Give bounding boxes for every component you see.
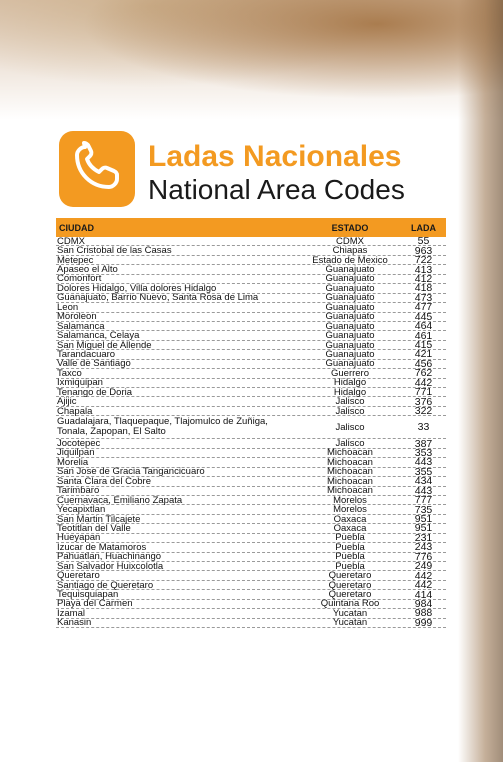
code-cell: 322	[414, 405, 433, 418]
city-cell: Cuernavaca, Emiliano Zapata	[57, 495, 183, 505]
city-cell: Pahuatlan, Huachinango	[57, 552, 162, 562]
city-cell: San Jose de Gracia Tangancicuaro	[57, 467, 205, 477]
table-header	[56, 218, 446, 237]
code-cell: 477	[414, 301, 433, 314]
code-cell: 376	[414, 395, 433, 408]
state-cell: Estado de Mexico	[312, 254, 388, 266]
city-cell: Salamanca	[57, 321, 105, 331]
state-cell: Guanajuato	[325, 273, 375, 285]
state-cell: Guanajuato	[325, 320, 375, 332]
code-cell: 231	[414, 531, 433, 544]
state-cell: Morelos	[333, 494, 367, 506]
city-cell: Valle de Santiago	[57, 359, 131, 369]
state-cell: Guanajuato	[325, 348, 375, 360]
code-cell: 442	[414, 579, 433, 592]
column-header-code: LADA	[411, 222, 436, 233]
state-cell: Guanajuato	[325, 330, 375, 342]
city-cell: Teotitlan del Valle	[57, 523, 131, 533]
state-cell: Jalisco	[335, 438, 365, 450]
code-cell: 418	[414, 282, 433, 295]
code-cell: 762	[414, 367, 433, 380]
phone-logo	[59, 131, 135, 207]
state-cell: Oaxaca	[333, 513, 367, 525]
state-cell: Jalisco	[335, 405, 365, 417]
city-cell: Tarimbaro	[57, 486, 100, 496]
state-cell: Guanajuato	[325, 311, 375, 323]
code-cell: 443	[414, 456, 433, 469]
phone-icon	[71, 141, 123, 198]
city-cell: Ajijic	[57, 397, 77, 407]
city-cell: Morelia	[57, 457, 89, 467]
city-cell: Tarandacuaro	[57, 349, 116, 359]
state-cell: Guanajuato	[325, 282, 375, 294]
state-cell: Yucatan	[332, 617, 368, 629]
code-cell: 951	[414, 513, 433, 526]
code-cell: 421	[414, 348, 433, 361]
code-cell: 249	[414, 560, 433, 573]
page-subtitle: National Area Codes	[148, 174, 405, 205]
state-cell: Jalisco	[335, 396, 365, 408]
city-cell: Kanasin	[57, 618, 92, 628]
code-cell: 445	[414, 310, 433, 323]
state-cell: Chiapas	[332, 245, 368, 257]
code-cell: 999	[414, 616, 433, 629]
city-cell: Izamal	[57, 608, 85, 618]
state-cell: Queretaro	[328, 579, 372, 591]
code-cell: 735	[414, 503, 433, 516]
city-cell: San Martin Tilcajete	[57, 514, 141, 524]
column-header-state: ESTADO	[331, 222, 369, 233]
code-cell: 984	[414, 597, 433, 610]
code-cell: 412	[414, 272, 433, 285]
city-cell: Tenango de Doria	[57, 387, 132, 397]
state-cell: CDMX	[336, 235, 364, 247]
state-cell: Oaxaca	[333, 522, 367, 534]
decorative-banner-photo	[0, 0, 503, 120]
city-cell: Metepec	[57, 255, 94, 265]
code-cell: 387	[414, 437, 433, 450]
code-cell: 776	[414, 550, 433, 563]
code-cell: 413	[414, 263, 433, 276]
city-cell: San Salvador Huixcolotla	[57, 561, 164, 571]
code-cell: 415	[414, 339, 433, 352]
state-cell: Guanajuato	[325, 292, 375, 304]
code-cell: 353	[414, 446, 433, 459]
code-cell: 963	[414, 244, 433, 257]
state-cell: Morelos	[333, 504, 367, 516]
city-cell: Taxco	[57, 368, 82, 378]
city-cell: Queretaro	[57, 571, 100, 581]
code-cell: 988	[414, 607, 433, 620]
state-cell: Guanajuato	[325, 264, 375, 276]
code-cell: 461	[414, 329, 433, 342]
city-cell: Playa del Carmen	[57, 599, 133, 609]
city-cell: Izucar de Matamoros	[57, 542, 147, 552]
code-cell: 243	[414, 541, 433, 554]
state-cell: Guanajuato	[325, 339, 375, 351]
code-cell: 414	[414, 588, 433, 601]
state-cell: Guerrero	[330, 367, 369, 379]
state-cell: Jalisco	[335, 421, 365, 433]
city-cell: Moroleon	[57, 312, 97, 322]
city-cell: Hueyapan	[57, 533, 101, 543]
state-cell: Puebla	[335, 541, 365, 553]
table-row	[56, 416, 446, 439]
table-row	[56, 616, 446, 629]
city-cell: Leon	[57, 302, 79, 312]
city-cell: San Cristobal de las Casas	[57, 246, 172, 256]
column-header-city: CIUDAD	[59, 222, 94, 233]
code-cell: 951	[414, 522, 433, 535]
city-cell: Jiquilpan	[57, 448, 95, 458]
city-cell: Tequisquiapan	[57, 590, 119, 600]
state-cell: Puebla	[335, 551, 365, 563]
state-cell: Hidalgo	[333, 377, 367, 389]
code-cell: 434	[414, 475, 433, 488]
city-cell: Apaseo el Alto	[57, 265, 118, 275]
state-cell: Puebla	[335, 532, 365, 544]
code-cell: 456	[414, 357, 433, 370]
state-cell: Yucatan	[332, 607, 368, 619]
city-cell: Salamanca, Celaya	[57, 331, 140, 341]
table-row	[56, 407, 446, 416]
code-cell: 722	[414, 254, 433, 267]
code-cell: 442	[414, 376, 433, 389]
state-cell: Michoacan	[327, 466, 373, 478]
state-cell: Queretaro	[328, 589, 372, 601]
state-cell: Puebla	[335, 560, 365, 572]
city-cell: Jocotepec	[57, 439, 101, 449]
state-cell: Guanajuato	[325, 301, 375, 313]
city-cell: Chapala	[57, 406, 93, 416]
code-cell: 55	[417, 235, 430, 248]
city-cell: Comonfort	[57, 274, 102, 284]
state-cell: Quintana Roo	[320, 598, 380, 610]
area-codes-table	[56, 218, 446, 628]
city-cell: San Miguel de Allende	[57, 340, 152, 350]
city-cell: Yecapixtlan	[57, 505, 106, 515]
code-cell: 443	[414, 484, 433, 497]
state-cell: Queretaro	[328, 570, 372, 582]
city-cell: Guadalajara, Tlaquepaque, Tlajomulco de Zuñiga, Tonala, Zapopan, El Salto	[57, 417, 268, 438]
city-cell: Santa Clara del Cobre	[57, 476, 151, 486]
code-cell: 473	[414, 291, 433, 304]
code-cell: 464	[414, 320, 433, 333]
state-cell: Michoacan	[327, 475, 373, 487]
code-cell: 777	[414, 494, 433, 507]
city-cell: CDMX	[57, 236, 85, 246]
state-cell: Guanajuato	[325, 358, 375, 370]
decorative-side-photo	[458, 0, 503, 762]
page-title: Ladas Nacionales	[148, 140, 402, 173]
state-cell: Michoacan	[327, 456, 373, 468]
city-cell: Dolores Hidalgo, Villa dolores Hidalgo	[57, 283, 217, 293]
state-cell: Michoacan	[327, 447, 373, 459]
city-cell: Santiago de Queretaro	[57, 580, 154, 590]
code-cell: 355	[414, 465, 433, 478]
state-cell: Hidalgo	[333, 386, 367, 398]
code-cell: 33	[417, 421, 430, 434]
table-body	[56, 237, 446, 628]
state-cell: Michoacan	[327, 485, 373, 497]
city-cell: Guanajuato, Barrio Nuevo, Santa Rosa de Lima	[57, 293, 259, 303]
code-cell: 771	[414, 386, 433, 399]
city-cell: Ixmiquipan	[57, 378, 103, 388]
code-cell: 442	[414, 569, 433, 582]
